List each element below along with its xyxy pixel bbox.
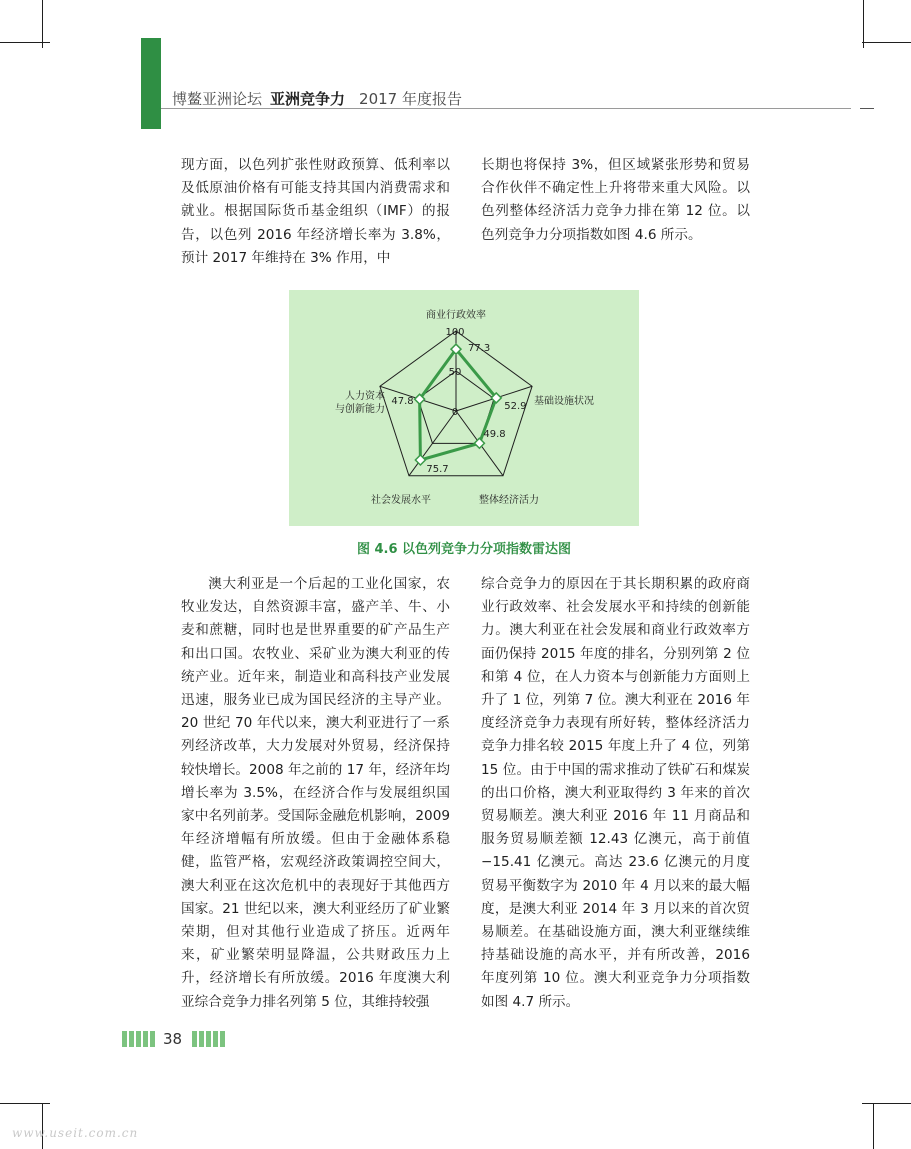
radar-point — [415, 455, 425, 465]
radar-value-label: 49.8 — [483, 429, 506, 441]
radar-axis-label: 商业行政效率 — [426, 310, 486, 321]
radar-value-label: 75.7 — [426, 463, 449, 475]
radar-chart — [289, 290, 639, 526]
stripe-decoration — [136, 1031, 141, 1047]
radar-axis-label: 人力资本 — [345, 391, 385, 402]
header-forum: 博鳌亚洲论坛 — [172, 90, 263, 108]
paragraph: 长期也将保持 3%，但区域紧张形势和贸易合作伙伴不确定性上升将带来重大风险。以色列整体经济活力竞争力排在第 12 位。以色列竞争力分项指数如图 4.6 所示。 — [481, 157, 750, 243]
crop-mark — [863, 0, 864, 48]
radar-axis-label: 与创新能力 — [335, 404, 385, 415]
paragraph: 综合竞争力的原因在于其长期积累的政府商业行政效率、社会发展水平和持续的创新能力。澳大利亚在社会发展和商业行政效率方面仍保持 2015 年度的排名，分别列第 2 位和第 4 位，在人力资本与创新能力方面则上升了 1 位，列第 7 位。澳大利亚在 2016 年度经济竞争力表现有所好转，整体经济活力竞争力排名较 2015 年度上升了 4 位，列第 15 位。由于中国的需求推动了铁矿石和煤炭的出口价格，澳大利亚取得约 3 年来的首次贸易顺差。澳大利亚 2016 年 11 月商品和服务贸易顺差额 12.43 亿澳元，高于前值 −15.41 亿澳元。高达 23.6 亿澳元的月度贸易平衡数字为 2010 年 4 月以来的最大幅度，是澳大利亚 2014 年 3 月以来的首次贸易顺差。在基础设施方面，澳大利亚继续维持基础设施的高水平，并有所改善，2016 年度列第 10 位。澳大利亚竞争力分项指数如图 4.7 所示。 — [481, 576, 750, 1010]
stripe-decoration — [199, 1031, 204, 1047]
figure-caption: 图 4.6 以色列竞争力分项指数雷达图 — [356, 542, 572, 557]
top-left-column — [181, 154, 450, 270]
stripe-decoration — [220, 1031, 225, 1047]
stripe-decoration — [213, 1031, 218, 1047]
radar-value-label: 77.3 — [468, 343, 491, 355]
bottom-right-column — [481, 573, 750, 1014]
radar-axis-label: 基础设施状况 — [534, 396, 594, 407]
bottom-left-column — [181, 573, 450, 1014]
stripe-decoration — [206, 1031, 211, 1047]
header-rule — [161, 108, 851, 109]
stripe-decoration — [129, 1031, 134, 1047]
radar-axis-label: 整体经济活力 — [479, 495, 539, 506]
stripe-decoration — [122, 1031, 127, 1047]
radar-tick-label: 100 — [445, 327, 465, 338]
crop-mark — [873, 1103, 874, 1149]
radar-value-label: 47.8 — [391, 396, 414, 408]
watermark: www.useit.com.cn — [12, 1126, 139, 1140]
top-right-column — [481, 154, 750, 247]
page-number-block — [122, 1030, 227, 1048]
radar-tick-label: 0 — [451, 407, 459, 418]
header-rule-end — [860, 108, 874, 109]
paragraph: 澳大利亚是一个后起的工业化国家，农牧业发达，自然资源丰富，盛产羊、牛、小麦和蔗糖，同时也是世界重要的矿产品生产和出口国。农牧业、采矿业为澳大利亚的传统产业。近年来，制造业和高科技产业发展迅速，服务业已成为国民经济的主导产业。20 世纪 70 年代以来，澳大利亚进行了一系列经济改革，大力发展对外贸易，经济保持较快增长。2008 年之前的 17 年，经济年均增长率为 3.5%，在经济合作与发展组织国家中名列前茅。受国际金融危机影响，2009 年经济增幅有所放缓。但由于金融体系稳健，监管严格，宏观经济政策调控空间大，澳大利亚在这次危机中的表现好于其他西方国家。21 世纪以来，澳大利亚经历了矿业繁荣期，但对其他行业造成了挤压。近两年来，矿业繁荣明显降温，公共财政压力上升，经济增长有所放缓。2016 年度澳大利亚综合竞争力排名列第 5 位，其维持较强 — [181, 576, 450, 1010]
radar-figure — [289, 290, 639, 526]
radar-axis-label: 社会发展水平 — [371, 495, 431, 506]
header-title: 亚洲竞争力 — [270, 90, 346, 108]
running-header — [172, 88, 462, 109]
crop-mark — [0, 42, 50, 43]
radar-value-label: 52.9 — [504, 400, 527, 412]
page-number: 38 — [163, 1030, 183, 1048]
crop-mark — [862, 42, 911, 43]
stripe-decoration — [143, 1031, 148, 1047]
paragraph: 现方面，以色列扩张性财政预算、低利率以及低原油价格有可能支持其国内消费需求和就业。根据国际货币基金组织（IMF）的报告，以色列 2016 年经济增长率为 3.8%，预计 2017 年维持在 3% 作用，中 — [181, 157, 450, 266]
stripe-decoration — [192, 1031, 197, 1047]
stripe-decoration — [150, 1031, 155, 1047]
radar-tick-label: 50 — [448, 367, 462, 378]
crop-mark — [0, 1103, 50, 1104]
header-year: 2017 年度报告 — [359, 90, 462, 108]
header-accent-bar — [141, 38, 161, 129]
crop-mark — [862, 1103, 911, 1104]
crop-mark — [42, 0, 43, 48]
